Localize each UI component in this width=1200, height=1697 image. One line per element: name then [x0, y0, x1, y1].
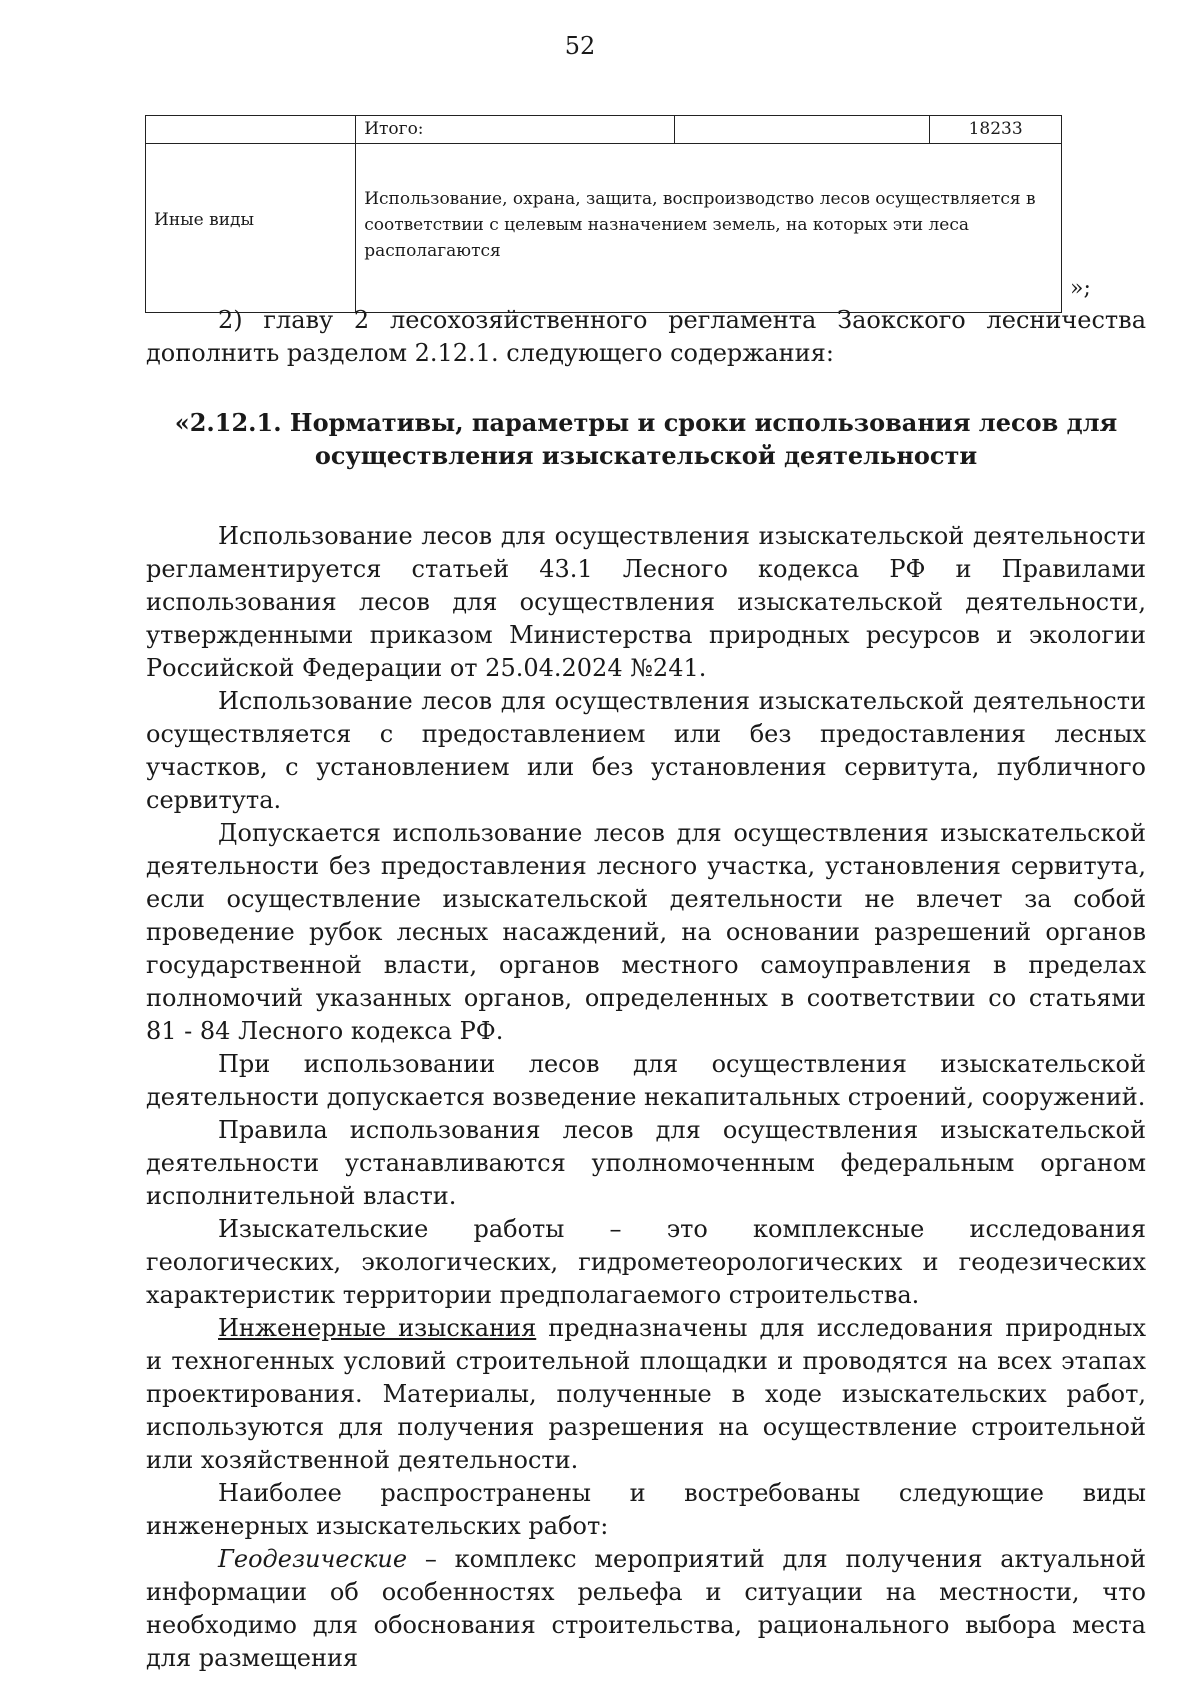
paragraph-8: Наиболее распространены и востребованы следующие виды инженерных изыскательских работ: [146, 1479, 1146, 1540]
table-cell-total-label: Итого: [356, 116, 675, 144]
section-heading [146, 406, 1146, 472]
paragraph-3: Допускается использование лесов для осуществления изыскательской деятельности без предоставления лесного участка, установления сервитута, если осуществление изыскательской деятельности не влечет за собой проведение рубок лесных насаждений, на основании разрешений органов государственной власти, органов местного самоуправления в пределах полномочий указанных органов, определенных в соответствии со статьями 81 - 84 Лесного кодекса РФ. [146, 819, 1146, 1045]
page-number: 52 [564, 32, 596, 60]
table-row-total [146, 116, 1062, 144]
table-cell-other-description: Использование, охрана, защита, воспроизводство лесов осуществляется в соответствии с целевым назначением земель, на которых эти леса располагаются [356, 144, 1062, 313]
table-cell-other-label: Иные виды [146, 144, 356, 313]
section-heading-line2: осуществления изыскательской деятельности [314, 441, 978, 470]
term-engineering-surveys: Инженерные изыскания [218, 1314, 537, 1342]
paragraph-5: Правила использования лесов для осуществления изыскательской деятельности устанавливаются уполномоченным федеральным органом исполнительной власти. [146, 1116, 1146, 1210]
closing-quote: »; [1070, 276, 1091, 301]
paragraph-7 [146, 1312, 1146, 1477]
table-row-other-types [146, 144, 1062, 313]
table-cell-empty [675, 116, 930, 144]
paragraph-4: При использовании лесов для осуществления изыскательской деятельности допускается возведение некапитальных строений, сооружений. [146, 1050, 1146, 1111]
paragraph-1: Использование лесов для осуществления изыскательской деятельности регламентируется статьей 43.1 Лесного кодекса РФ и Правилами использования лесов для осуществления изыскательской деятельности, утвержденными приказом Министерства природных ресурсов и экологии Российской Федерации от 25.04.2024 №241. [146, 522, 1146, 682]
section-heading-line1: «2.12.1. Нормативы, параметры и сроки использования лесов для [174, 408, 1118, 437]
paragraph-2: Использование лесов для осуществления изыскательской деятельности осуществляется с предоставлением или без предоставления лесных участков, с установлением или без установления сервитута, публичного сервитута. [146, 687, 1146, 814]
table-cell-total-value: 18233 [930, 116, 1062, 144]
term-geodetic: Геодезические [218, 1545, 408, 1573]
land-use-table [145, 115, 1062, 313]
intro-paragraph: 2) главу 2 лесохозяйственного регламента Заокского лесничества дополнить разделом 2.12.1. следующего содержания: [146, 306, 1146, 367]
paragraph-9-text: – комплекс мероприятий для получения актуальной информации об особенностях рельефа и ситуации на местности, что необходимо для обоснования строительства, рационального выбора места для размещения [146, 1545, 1146, 1672]
paragraph-6: Изыскательские работы – это комплексные исследования геологических, экологических, гидрометеорологических и геодезических характеристик территории предполагаемого строительства. [146, 1215, 1146, 1309]
paragraph-7-text: предназначены для исследования природных и техногенных условий строительной площадки и проводятся на всех этапах проектирования. Материалы, полученные в ходе изыскательских работ, используются для получения разрешения на осуществление строительной или хозяйственной деятельности. [146, 1314, 1146, 1474]
section-body [146, 520, 1146, 1675]
paragraph-9 [146, 1543, 1146, 1675]
intro-section [146, 304, 1146, 370]
table-cell-empty [146, 116, 356, 144]
